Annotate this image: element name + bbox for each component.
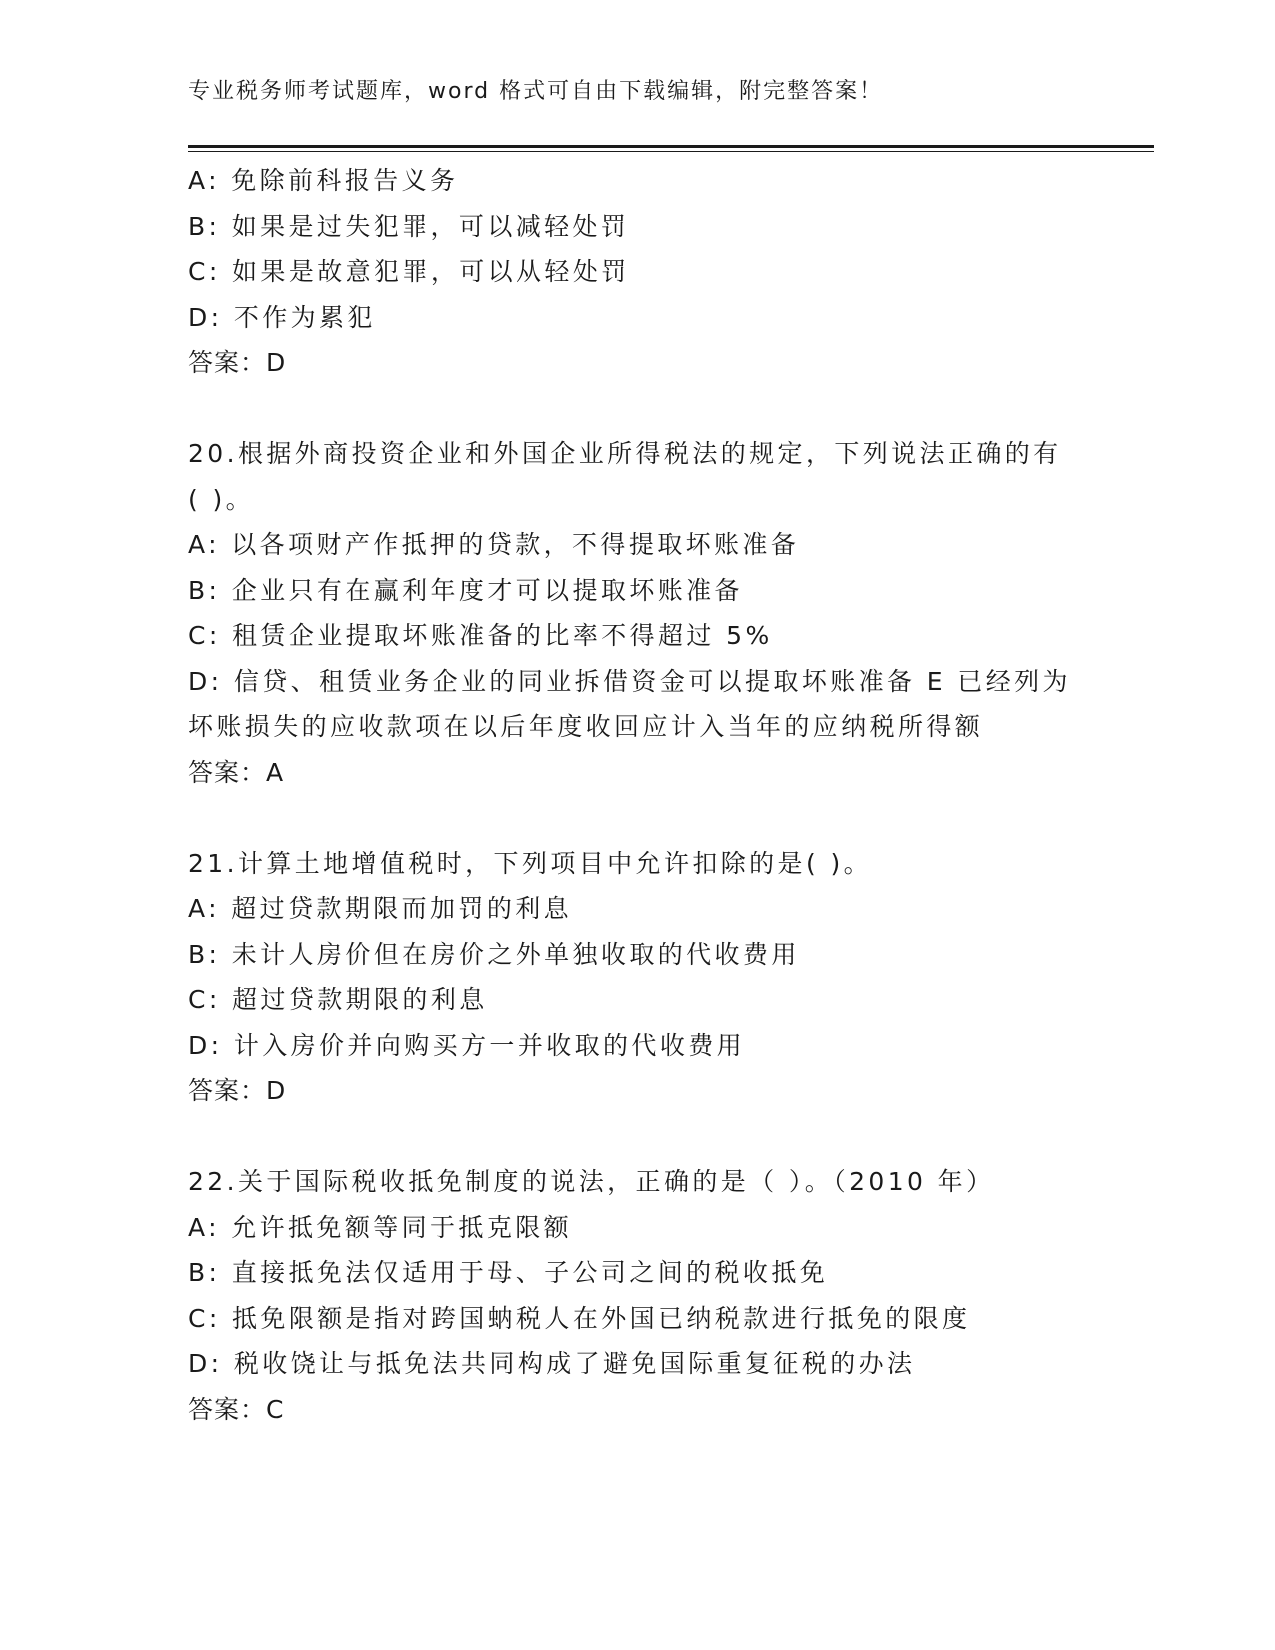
question-stem: 21.计算土地增值税时，下列项目中允许扣除的是( )。 bbox=[188, 848, 873, 878]
option-d: D: 计入房价并向购买方一并收取的代收费用 bbox=[188, 1030, 746, 1060]
option-b: B: 直接抵免法仅适用于母、子公司之间的税收抵免 bbox=[188, 1258, 829, 1287]
question-19 bbox=[188, 158, 1088, 386]
spacer bbox=[188, 386, 1088, 432]
answer: 答案：A bbox=[188, 757, 285, 787]
answer: 答案：D bbox=[188, 348, 287, 377]
option-b: B: 如果是过失犯罪，可以减轻处罚 bbox=[188, 211, 630, 241]
document-body bbox=[188, 158, 1088, 1432]
page-header: 专业税务师考试题库，word 格式可自由下载编辑，附完整答案！ bbox=[188, 79, 884, 104]
option-c: C: 超过贷款期限的利息 bbox=[188, 985, 488, 1014]
option-d: D: 信贷、租赁业务企业的同业拆借资金可以提取坏账准备 E 已经列为 bbox=[188, 666, 1071, 696]
header-rule-thin bbox=[188, 151, 1154, 152]
question-stem: 20.根据外商投资企业和外国企业所得税法的规定，下列说法正确的有 bbox=[188, 439, 1062, 468]
question-stem: 22.关于国际税收抵免制度的说法，正确的是（ ）。（2010 年） bbox=[188, 1167, 995, 1196]
answer: 答案：C bbox=[188, 1394, 285, 1424]
option-d: D: 税收饶让与抵免法共同构成了避免国际重复征税的办法 bbox=[188, 1349, 916, 1378]
spacer bbox=[188, 1114, 1088, 1160]
question-22 bbox=[188, 1159, 1088, 1432]
option-d: D: 不作为累犯 bbox=[188, 302, 376, 332]
question-stem-continued: ( )。 bbox=[188, 484, 255, 514]
option-b: B: 企业只有在赢利年度才可以提取坏账准备 bbox=[188, 575, 743, 605]
option-a: A: 超过贷款期限而加罚的利息 bbox=[188, 894, 573, 923]
question-21 bbox=[188, 841, 1088, 1114]
option-c: C: 租赁企业提取坏账准备的比率不得超过 5% bbox=[188, 621, 773, 650]
option-a: A: 免除前科报告义务 bbox=[188, 166, 459, 195]
option-d-continued: 坏账损失的应收款项在以后年度收回应计入当年的应纳税所得额 bbox=[188, 712, 984, 741]
header-rule-thick bbox=[188, 145, 1154, 148]
question-20 bbox=[188, 431, 1088, 795]
option-c: C: 如果是故意犯罪，可以从轻处罚 bbox=[188, 257, 630, 286]
option-a: A: 允许抵免额等同于抵克限额 bbox=[188, 1212, 573, 1242]
spacer bbox=[188, 795, 1088, 841]
option-a: A: 以各项财产作抵押的贷款，不得提取坏账准备 bbox=[188, 530, 800, 559]
option-b: B: 未计人房价但在房价之外单独收取的代收费用 bbox=[188, 939, 800, 969]
answer: 答案：D bbox=[188, 1076, 287, 1105]
option-c: C: 抵免限额是指对跨国蚋税人在外国已纳税款进行抵免的限度 bbox=[188, 1303, 971, 1333]
